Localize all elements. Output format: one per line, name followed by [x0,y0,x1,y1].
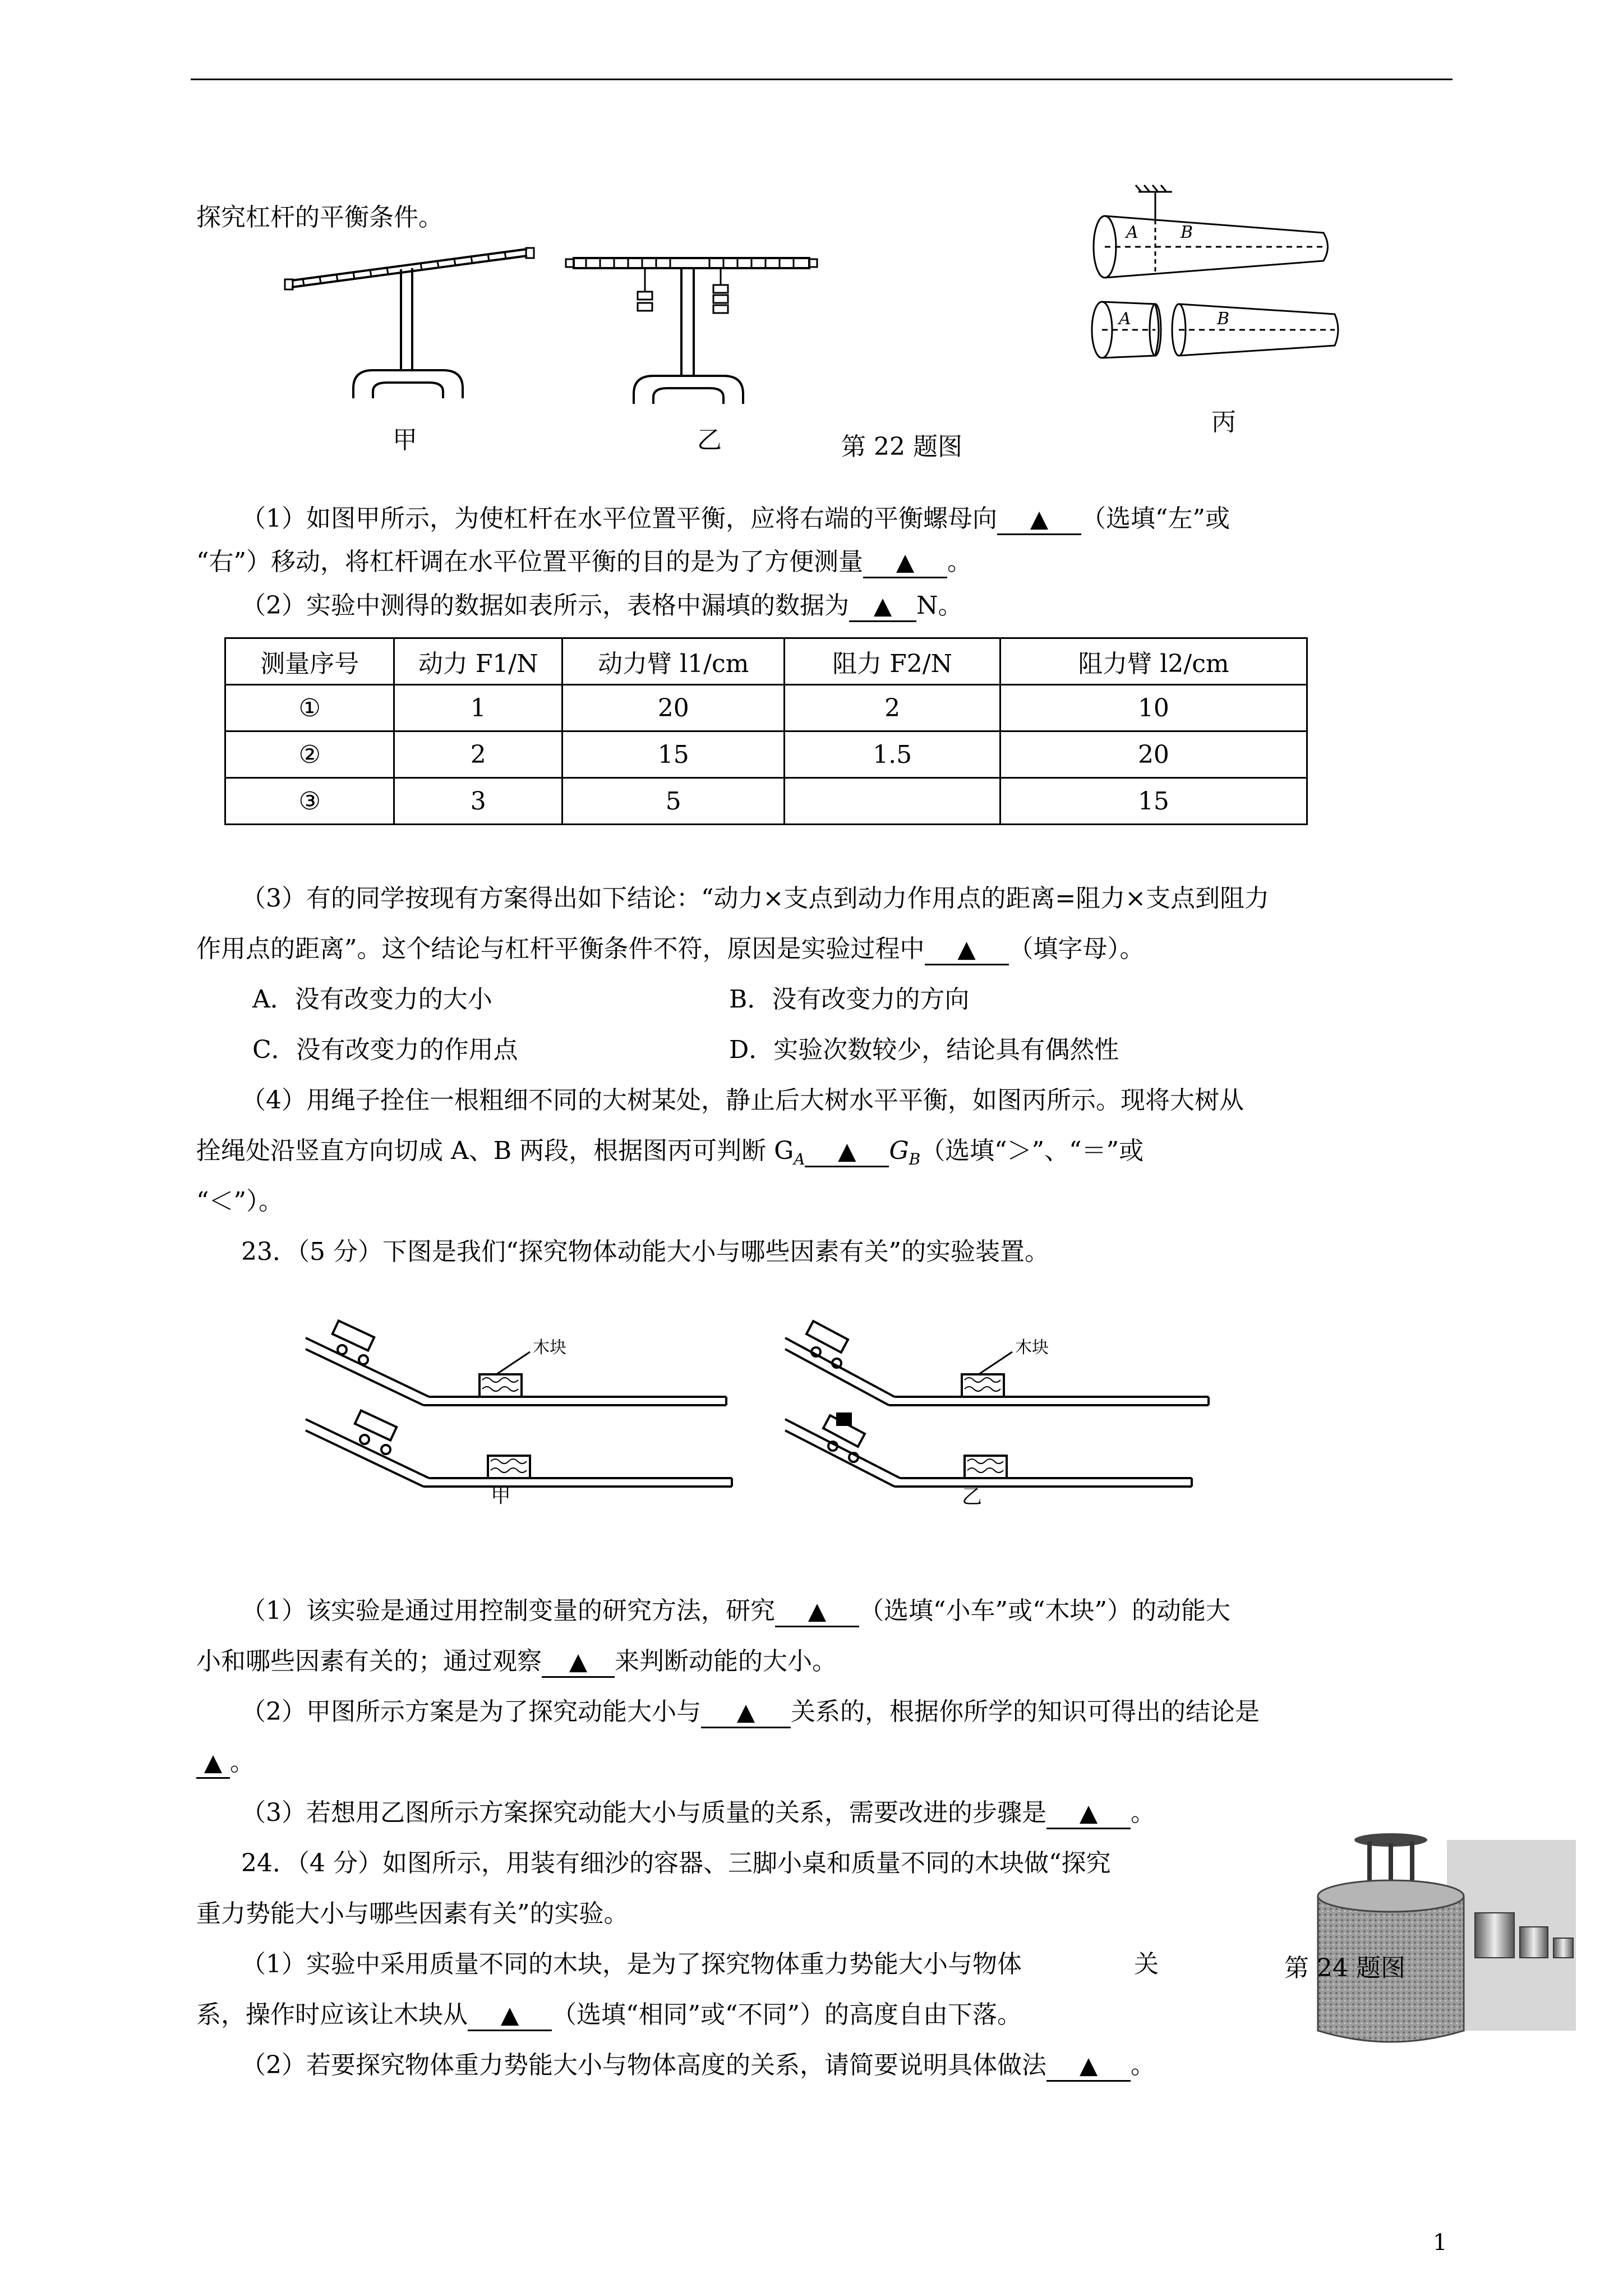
header-rule [191,79,1453,80]
figure-22-bing-label-a: A [1126,223,1138,242]
table-cell: 2 [785,685,1000,731]
q22-p4-line2: 拴绳处沿竖直方向切成 A、B 两段，根据图丙可判断 $G_A$ ▲ $G_B$（选填“＞”、“＝”或 [196,1137,1144,1168]
lever-data-table [224,637,1308,825]
figure-22-bing-piece-a: A [1119,309,1131,329]
q23-p1-line2: 小和哪些因素有关的；通过观察 ▲ 来判断动能的大小。 [196,1645,837,1678]
table-row [225,685,1307,731]
table-cell: 1.5 [785,731,1000,778]
figure-23-yi [782,1324,1220,1515]
figure-22-bing [1088,180,1357,393]
q22-p1-line1: （1）如图甲所示，为使杠杆在水平位置平衡，应将右端的平衡螺母向 ▲ （选填“左”或 [241,502,1230,536]
answer-blank[interactable]: ▲ [468,2000,552,2031]
table-cell: ② [225,731,394,778]
answer-blank[interactable]: ▲ [701,1697,791,1728]
q22-p3-line2: 作用点的距离”。这个结论与杠杆平衡条件不符，原因是实验过程中 ▲ （填字母）。 [196,932,1145,966]
table-header-cell: 动力臂 l1/cm [562,638,785,685]
page-number: 1 [1433,2230,1447,2256]
figure-23-yi-label: 乙 [962,1485,983,1508]
table-header-cell: 阻力 F2/N [785,638,1000,685]
answer-blank[interactable]: ▲ [542,1647,615,1678]
q22-option-a[interactable]: A．没有改变力的大小 [252,985,492,1014]
q22-p4-line3: “＜”）。 [196,1187,283,1216]
q23-title: 23．（5 分）下图是我们“探究物体动能大小与哪些因素有关”的实验装置。 [241,1237,1049,1266]
intro-line: 探究杠杆的平衡条件。 [196,203,443,232]
q24-p1-line1: （1）实验中采用质量不同的木块，是为了探究物体重力势能大小与物体 关 [241,1950,1159,1978]
q24-title-line2: 重力势能大小与哪些因素有关”的实验。 [196,1899,629,1928]
answer-blank[interactable]: ▲ [997,504,1081,535]
table-cell: 20 [562,685,785,731]
table-cell: 15 [1000,778,1307,825]
q22-p1-line2: “右”）移动，将杠杆调在水平位置平衡的目的是为了方便测量 ▲ 。 [196,545,972,579]
q23-p3-line: （3）若想用乙图所示方案探究动能大小与质量的关系，需要改进的步骤是 ▲ 。 [241,1796,1155,1830]
table-header-cell: 测量序号 [225,638,394,685]
q22-p3-line1: （3）有的同学按现有方案得出如下结论：“动力×支点到动力作用点的距离=阻力×支点到阻力 [241,884,1270,913]
figure-23-jia [303,1324,740,1515]
table-cell-empty[interactable] [785,778,1000,825]
table-row [225,731,1307,778]
q23-p2-line1: （2）甲图所示方案是为了探究动能大小与 ▲ 关系的，根据你所学的知识可得出的结论是 [241,1695,1260,1729]
q22-option-d[interactable]: D．实验次数较少，结论具有偶然性 [729,1036,1119,1064]
q23-p1-line1: （1）该实验是通过用控制变量的研究方法，研究 ▲ （选填“小车”或“木块”）的动能大 [241,1594,1230,1628]
table-header-row [225,638,1307,685]
figure-23-jia-block-label: 木块 [533,1338,566,1358]
table-cell: 2 [394,731,562,778]
q24-p1-line2: 系，操作时应该让木块从 ▲ （选填“相同”或“不同”）的高度自由下落。 [196,1998,1022,2032]
figure-22-bing-piece-b: B [1217,309,1230,329]
answer-blank[interactable]: ▲ [1046,1798,1131,1829]
q22-p4-line1: （4）用绳子拴住一根粗细不同的大树某处，静止后大树水平平衡，如图丙所示。现将大树从 [241,1086,1244,1115]
answer-blank[interactable]: ▲ [805,1137,889,1167]
figure-22-jia [280,236,538,404]
table-row [225,778,1307,825]
table-cell: ① [225,685,394,731]
q22-option-c[interactable]: C．没有改变力的作用点 [252,1036,518,1064]
figure-24 [1284,1829,1576,2053]
answer-blank[interactable]: ▲ [1046,2051,1131,2082]
answer-blank[interactable]: ▲ [849,591,916,622]
figure-22-jia-label: 甲 [393,426,417,454]
table-cell: 5 [562,778,785,825]
figure-23-yi-block-label: 木块 [1015,1338,1049,1358]
table-cell: 15 [562,731,785,778]
table-cell: ③ [225,778,394,825]
figure-22-yi [564,247,822,409]
table-cell: 20 [1000,731,1307,778]
q22-p2-line: （2）实验中测得的数据如表所示，表格中漏填的数据为 ▲ N。 [241,589,963,623]
figure-22-bing-label: 丙 [1211,408,1236,436]
table-header-cell: 阻力臂 l2/cm [1000,638,1307,685]
table-cell: 1 [394,685,562,731]
answer-blank[interactable]: ▲ [196,1748,230,1779]
answer-blank[interactable]: ▲ [863,547,947,578]
table-header-cell: 动力 F1/N [394,638,562,685]
table-cell: 10 [1000,685,1307,731]
q24-title-line1: 24．（4 分）如图所示，用装有细沙的容器、三脚小桌和质量不同的木块做“探究 [241,1849,1111,1878]
q22-option-b[interactable]: B．没有改变力的方向 [729,985,970,1014]
figure-24-drawing [1307,1829,1576,2053]
answer-blank[interactable]: ▲ [925,935,1009,965]
figure-24-caption: 第 24 题图 [1284,1954,1405,1982]
q23-p2-line2: ▲ 。 [196,1746,255,1779]
figure-23-jia-label: 甲 [491,1484,511,1507]
table-cell: 3 [394,778,562,825]
q24-p2-line: （2）若要探究物体重力势能大小与物体高度的关系，请简要说明具体做法 ▲ 。 [241,2049,1155,2082]
figure-22-bing-label-b: B [1181,223,1193,242]
answer-blank[interactable]: ▲ [775,1596,859,1627]
figure-22-yi-label: 乙 [697,426,722,454]
figure-22-caption: 第 22 题图 [841,432,962,461]
